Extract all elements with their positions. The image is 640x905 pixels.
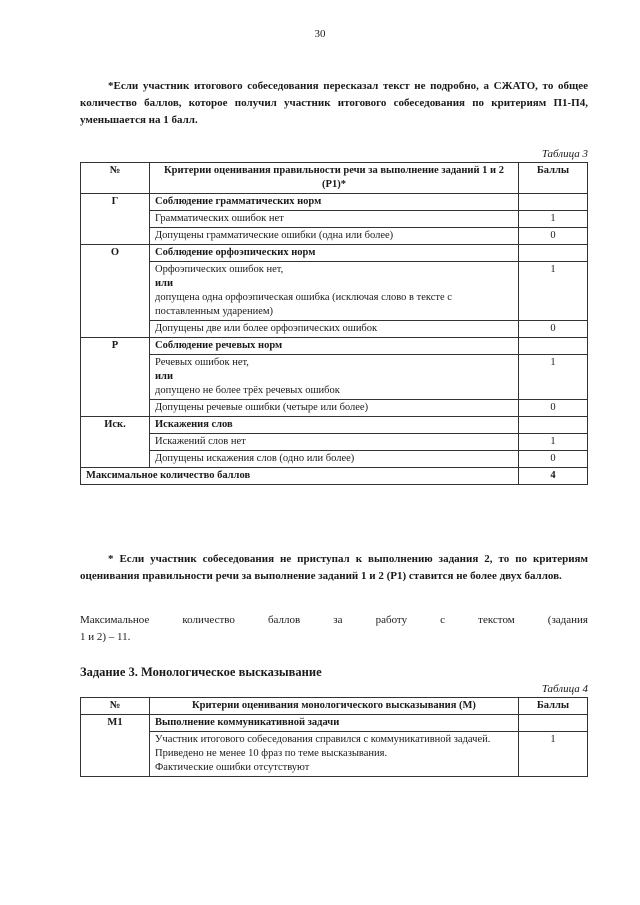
section-title: Выполнение коммуникативной задачи xyxy=(150,715,519,732)
section-points xyxy=(519,417,588,434)
header-points: Баллы xyxy=(519,163,588,194)
max-score-word: за xyxy=(333,614,343,626)
section-row xyxy=(81,417,588,434)
section-points xyxy=(519,715,588,732)
criterion-cell xyxy=(150,400,519,417)
criterion-points: 0 xyxy=(519,451,588,468)
criterion-line: Искажений слов нет xyxy=(155,436,246,447)
criterion-line: Речевых ошибок нет, xyxy=(155,357,249,368)
speech-criteria-table xyxy=(80,162,588,485)
criterion-cell xyxy=(150,262,519,321)
section-row xyxy=(81,715,588,732)
criterion-points: 1 xyxy=(519,434,588,451)
criterion-row xyxy=(81,228,588,245)
criterion-line: Орфоэпических ошибок нет, xyxy=(155,264,284,275)
section-title: Соблюдение орфоэпических норм xyxy=(150,245,519,262)
criterion-line: Фактические ошибки отсутствуют xyxy=(155,762,310,773)
total-row xyxy=(81,468,588,485)
table-header-row xyxy=(81,163,588,194)
criterion-line: допущено не более трёх речевых ошибок xyxy=(155,385,340,396)
max-score-word: текстом xyxy=(478,614,515,626)
header-num: № xyxy=(81,163,150,194)
header-criteria: Критерии оценивания монологического высказывания (М) xyxy=(150,698,519,715)
header-criteria: Критерии оценивания правильности речи за выполнение заданий 1 и 2 (Р1)* xyxy=(150,163,519,194)
header-num: № xyxy=(81,698,150,715)
max-score-word: Максимальное xyxy=(80,614,150,626)
section-points xyxy=(519,194,588,211)
max-score-text xyxy=(80,612,588,646)
criterion-cell xyxy=(150,228,519,245)
max-score-line xyxy=(80,612,588,629)
max-score-word: баллов xyxy=(267,614,301,626)
table3-caption: Таблица 3 xyxy=(541,148,588,160)
note-task2: * Если участник собеседования не приступал к выполнению задания 2, то по критериям оценивания правильности речи за выполнение заданий 1 и 2 (Р1) ставится не более двух баллов. xyxy=(80,553,588,582)
max-score-word: количество xyxy=(182,614,235,626)
max-score-tail: 1 и 2) – 11. xyxy=(80,631,131,643)
page-number: 30 xyxy=(314,28,326,40)
criterion-row xyxy=(81,732,588,777)
section-title: Соблюдение речевых норм xyxy=(150,338,519,355)
section-points xyxy=(519,338,588,355)
criterion-row xyxy=(81,451,588,468)
criterion-points: 1 xyxy=(519,732,588,777)
section-row xyxy=(81,194,588,211)
criterion-row xyxy=(81,321,588,338)
criterion-cell xyxy=(150,732,519,777)
criterion-points: 1 xyxy=(519,355,588,400)
section-code: М1 xyxy=(81,715,150,777)
total-points: 4 xyxy=(519,468,588,485)
section-code: Г xyxy=(81,194,150,245)
section-points xyxy=(519,245,588,262)
criterion-points: 0 xyxy=(519,228,588,245)
section-title: Соблюдение грамматических норм xyxy=(150,194,519,211)
criterion-points: 0 xyxy=(519,400,588,417)
max-score-word: с xyxy=(440,614,446,626)
or-connector: или xyxy=(155,371,173,382)
criterion-line: Грамматических ошибок нет xyxy=(155,213,284,224)
section-code: Иск. xyxy=(81,417,150,468)
criterion-row xyxy=(81,211,588,228)
note-retelling: *Если участник итогового собеседования пересказал текст не подробно, а СЖАТО, то общее количество баллов, которое получил участник итогового собеседования по критериям П1-П4, уменьшается на 1 балл. xyxy=(80,80,588,126)
criterion-cell xyxy=(150,211,519,228)
criterion-row xyxy=(81,434,588,451)
section-title: Искажения слов xyxy=(150,417,519,434)
section-code: Р xyxy=(81,338,150,417)
criterion-row xyxy=(81,262,588,321)
criterion-points: 1 xyxy=(519,211,588,228)
criterion-line: Приведено не менее 10 фраз по теме высказывания. xyxy=(155,748,388,759)
section-row xyxy=(81,245,588,262)
criterion-points: 0 xyxy=(519,321,588,338)
criterion-cell xyxy=(150,355,519,400)
criterion-cell xyxy=(150,434,519,451)
or-connector: или xyxy=(155,278,173,289)
criterion-cell xyxy=(150,321,519,338)
max-score-word: (задания xyxy=(547,614,588,626)
criterion-line: Допущены грамматические ошибки (одна или более) xyxy=(155,230,394,241)
section-row xyxy=(81,338,588,355)
criterion-line: Участник итогового собеседования справился с коммуникативной задачей. xyxy=(155,734,491,745)
criterion-line: Допущены искажения слов (одно или более) xyxy=(155,453,355,464)
table4-caption: Таблица 4 xyxy=(541,683,588,695)
criterion-line: Допущены две или более орфоэпических ошибок xyxy=(155,323,378,334)
total-label: Максимальное количество баллов xyxy=(81,468,519,485)
header-points: Баллы xyxy=(519,698,588,715)
criterion-cell xyxy=(150,451,519,468)
criterion-row xyxy=(81,400,588,417)
criterion-line: допущена одна орфоэпическая ошибка (исключая слово в тексте с поставленным ударением) xyxy=(155,292,452,317)
max-score-word: работу xyxy=(375,614,408,626)
criterion-row xyxy=(81,355,588,400)
monologue-criteria-table xyxy=(80,697,588,777)
table-header-row xyxy=(81,698,588,715)
task3-heading: Задание 3. Монологическое высказывание xyxy=(80,665,322,679)
criterion-points: 1 xyxy=(519,262,588,321)
section-code: О xyxy=(81,245,150,338)
criterion-line: Допущены речевые ошибки (четыре или более) xyxy=(155,402,369,413)
